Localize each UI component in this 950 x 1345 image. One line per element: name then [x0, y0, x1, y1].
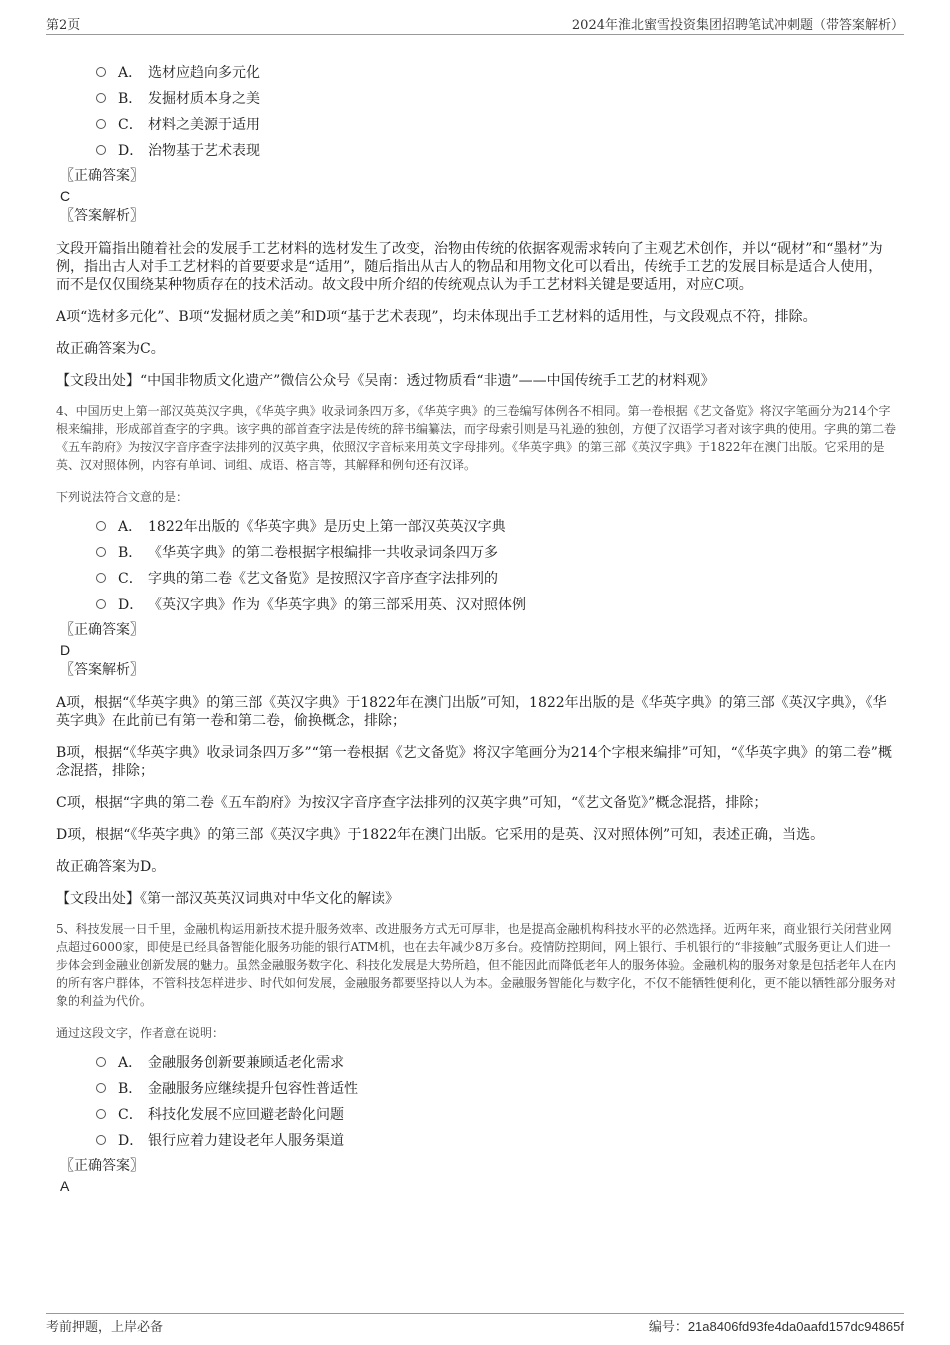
radio-icon[interactable]	[96, 67, 106, 77]
q4-analysis-conclusion: 故正确答案为D。	[56, 859, 166, 875]
q3-source: 【文段出处】“中国非物质文化遗产”微信公众号《吴南：透过物质看“非遗”——中国传统手工艺的材料观》	[56, 373, 715, 389]
radio-icon[interactable]	[96, 573, 106, 583]
q3-answer-label: 〖正确答案〗	[60, 168, 144, 184]
q4-option-d[interactable]: D． 《英汉字典》作为《华英字典》的第三部采用英、汉对照体例	[96, 592, 896, 618]
document-body	[56, 60, 896, 1196]
page-footer	[46, 1313, 904, 1336]
radio-icon[interactable]	[96, 145, 106, 155]
q4-analysis-label: 〖答案解析〗	[60, 662, 144, 678]
q5-answer-label: 〖正确答案〗	[60, 1158, 144, 1174]
q3-option-a[interactable]: A． 选材应趋向多元化	[96, 60, 896, 86]
radio-icon[interactable]	[96, 93, 106, 103]
q4-option-b[interactable]: B． 《华英字典》的第二卷根据字根编排一共收录词条四万多	[96, 540, 896, 566]
q3-option-d[interactable]: D． 治物基于艺术表现	[96, 138, 896, 164]
document-id: 编号：21a8406fd93fe4da0aafd157dc94865f	[648, 1319, 904, 1334]
q3-analysis-1: 文段开篇指出随着社会的发展手工艺材料的选材发生了改变，治物由传统的依据客观需求转向了主观艺术创作，并以“砚材”和“墨材”为例，指出古人对手工艺材料的首要要求是“适用”，随后指出从古人的物品和用物文化可以看出，传统手工艺的发展目标是适合人使用，而不是仅仅围绕某种物质存在的技术活动。故文段中所介绍的传统观点认为手工艺材料关键是要适用，对应C项。	[56, 241, 883, 293]
q3-option-c[interactable]: C． 材料之美源于适用	[96, 112, 896, 138]
q4-option-a[interactable]: A． 1822年出版的《华英字典》是历史上第一部汉英英汉字典	[96, 514, 896, 540]
q4-option-c[interactable]: C． 字典的第二卷《艺文备览》是按照汉字音序查字法排列的	[96, 566, 896, 592]
page-number: 第2页	[46, 18, 81, 33]
radio-icon[interactable]	[96, 119, 106, 129]
q5-options	[96, 1050, 896, 1154]
radio-icon[interactable]	[96, 521, 106, 531]
q5-stem: 5、科技发展一日千里，金融机构运用新技术提升服务效率、改进服务方式无可厚非，也是提高金融机构科技水平的必然选择。近两年来，商业银行关闭营业网点超过6000家，即使是已经具备智能化服务功能的银行ATM机，也在去年减少8万多台。疫情防控期间，网上银行、手机银行的“非接触”式服务更让人们进一步体会到金融业创新发展的魅力。虽然金融服务数字化、科技化发展是大势所趋，但不能因此而降低老年人的服务体验。金融机构的服务对象是包括老年人在内的所有客户群体，不管科技怎样进步、时代如何发展，金融服务都要坚持以人为本。金融服务智能化与数字化，不仅不能牺牲便利化，更不能以牺牲部分服务对象的利益为代价。	[56, 922, 897, 1008]
q5-option-b[interactable]: B． 金融服务应继续提升包容性普适性	[96, 1076, 896, 1102]
q5-answer: A	[60, 1178, 70, 1194]
q4-prompt: 下列说法符合文意的是：	[56, 490, 189, 504]
q3-option-b[interactable]: B． 发掘材质本身之美	[96, 86, 896, 112]
q4-stem: 4、中国历史上第一部汉英英汉字典，《华英字典》收录词条四万多，《华英字典》的三卷编写体例各不相同。第一卷根据《艺文备览》将汉字笔画分为214个字根来编排，形成部首查字的字典。该字典的部首查字法是传统的辞书编纂法，而字母索引则是马礼逊的独创，方便了汉语学习者对该字典的使用。字典的第二卷《五车韵府》为按汉字音序查字法排列的汉英字典，依照汉字音标来用英文字母排列。《华英字典》的第三部《英汉字典》于1822年在澳门出版。它采用的是英、汉对照体例，内容有单词、词组、成语、格言等，其解释和例句还有汉译。	[56, 404, 897, 472]
q5-prompt: 通过这段文字，作者意在说明：	[56, 1026, 225, 1040]
q3-analysis-3: 故正确答案为C。	[56, 341, 165, 357]
radio-icon[interactable]	[96, 1135, 106, 1145]
q4-analysis-b: B项，根据“《华英字典》收录词条四万多”“第一卷根据《艺文备览》将汉字笔画分为214个字根来编排”可知，“《华英字典》的第二卷”概念混搭，排除；	[56, 745, 892, 779]
radio-icon[interactable]	[96, 1057, 106, 1067]
q4-analysis-c: C项，根据“字典的第二卷《五车韵府》为按汉字音序查字法排列的汉英字典”可知，“《艺文备览》”概念混搭，排除；	[56, 795, 768, 811]
footer-slogan: 考前押题，上岸必备	[46, 1320, 164, 1335]
q5-option-c[interactable]: C． 科技化发展不应回避老龄化问题	[96, 1102, 896, 1128]
q3-analysis-label: 〖答案解析〗	[60, 208, 144, 224]
q3-options	[96, 60, 896, 164]
radio-icon[interactable]	[96, 1109, 106, 1119]
radio-icon[interactable]	[96, 599, 106, 609]
q4-analysis-a: A项，根据“《华英字典》的第三部《英汉字典》于1822年在澳门出版”可知，1822年出版的是《华英字典》的第三部《英汉字典》，《华英字典》在此前已有第一卷和第二卷，偷换概念，排除；	[56, 695, 887, 729]
q5-option-a[interactable]: A． 金融服务创新要兼顾适老化需求	[96, 1050, 896, 1076]
q5-option-d[interactable]: D． 银行应着力建设老年人服务渠道	[96, 1128, 896, 1154]
page-header	[46, 14, 904, 35]
radio-icon[interactable]	[96, 547, 106, 557]
radio-icon[interactable]	[96, 1083, 106, 1093]
q4-answer: D	[60, 642, 71, 658]
q4-answer-label: 〖正确答案〗	[60, 622, 144, 638]
q3-answer: C	[60, 188, 71, 204]
document-title: 2024年淮北蜜雪投资集团招聘笔试冲刺题（带答案解析）	[571, 18, 904, 33]
q4-analysis-d: D项，根据“《华英字典》的第三部《英汉字典》于1822年在澳门出版。它采用的是英、汉对照体例”可知，表述正确，当选。	[56, 827, 825, 843]
q4-options	[96, 514, 896, 618]
q4-source: 【文段出处】《第一部汉英英汉词典对中华文化的解读》	[56, 891, 399, 907]
q3-analysis-2: A项“选材多元化”、B项“发掘材质之美”和D项“基于艺术表现”，均未体现出手工艺材料的适用性，与文段观点不符，排除。	[56, 309, 817, 325]
